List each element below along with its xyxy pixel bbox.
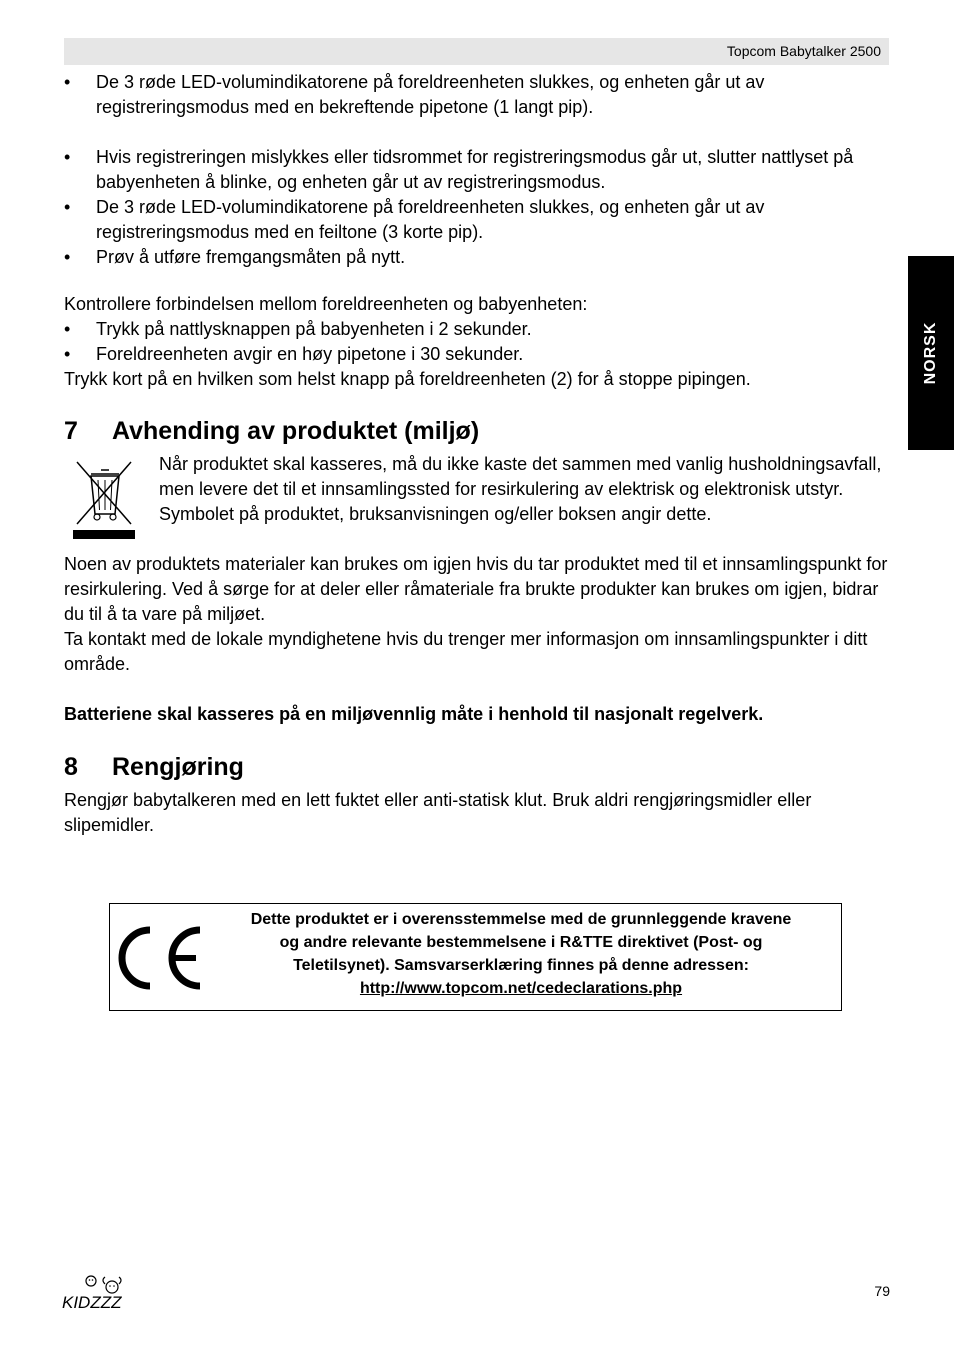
list-item: • De 3 røde LED-volumindikatorene på foreldreenheten slukkes, og enheten går ut av registreringsmodus med en bekreftende pipetone (1 langt pip). [64,70,889,120]
section-8-heading [64,752,889,782]
check-connection-intro: Kontrollere forbindelsen mellom foreldreenheten og babyenheten: [64,294,588,314]
section-7-heading [64,416,889,446]
weee-block [64,452,889,527]
section-8-title: Rengjøring [112,753,244,781]
header-bar [64,38,889,65]
list-item: • Trykk på nattlysknappen på babyenheten i 2 sekunder. [64,317,889,342]
ce-line-1: Dette produktet er i overensstemmelse med de grunnleggende kravene [250,911,792,928]
ce-declaration-link[interactable]: http://www.topcom.net/cedeclarations.php [359,980,683,997]
section-7-number: 7 [64,417,78,445]
cleaning-text: Rengjør babytalkeren med en lett fuktet eller anti-statisk klut. Bruk aldri rengjøringsmidler eller slipemidler. [64,790,812,835]
battery-disposal-note: Batteriene skal kasseres på en miljøvennlig måte i henhold til nasjonalt regelverk. [64,704,764,724]
ce-mark-icon [116,926,204,995]
ce-declaration-box [109,903,842,1011]
ce-line-2: og andre relevante bestemmelsene i R&TTE direktivet (Post- og [279,934,763,951]
list-item: • Prøv å utføre fremgangsmåten på nytt. [64,245,889,270]
section-8-number: 8 [64,753,78,781]
ce-declaration-text [206,908,836,1000]
recycling-paragraph: Noen av produktets materialer kan brukes om igjen hvis du tar produktet med til et innsamlingspunkt for resirkulering. Ved å sørge for at deler eller råmateriale fra brukte produkter kan brukes om igjen, bidrar du til å ta vare på miljøet. [64,554,888,624]
list-item: • Foreldreenheten avgir en høy pipetone i 30 sekunder. [64,342,889,367]
stop-beep-text: Trykk kort på en hvilken som helst knapp på foreldreenheten (2) for å stoppe pipingen. [64,369,751,389]
authorities-paragraph: Ta kontakt med de lokale myndighetene hvis du trenger mer informasjon om innsamlingspunkter i ditt område. [64,629,868,674]
page-content [64,70,889,838]
ce-line-3: Teletilsynet). Samsvarserklæring finnes på denne adressen: [293,957,749,974]
list-item: • De 3 røde LED-volumindikatorene på foreldreenheten slukkes, og enheten går ut av registreringsmodus med en feiltone (3 korte pip). [64,195,889,245]
section-7-title: Avhending av produktet (miljø) [112,417,480,445]
language-tab [908,256,954,450]
weee-bin-icon [64,452,159,527]
list-item: • Hvis registreringen mislykkes eller tidsrommet for registreringsmodus går ut, slutter nattlyset på babyenheten å blinke, og enheten går ut av registreringsmodus. [64,145,889,195]
header-title: Topcom Babytalker 2500 [726,43,881,59]
page-number: 79 [874,1283,890,1299]
language-tab-label: NORSK [922,321,939,385]
logo-text: KIDZZZ [62,1293,122,1312]
kidzzz-logo-icon [60,1272,136,1319]
weee-text: Når produktet skal kasseres, må du ikke kaste det sammen med vanlig husholdningsavfall, men levere det til et innsamlingssted for resirkulering av elektrisk og elektronisk utstyr. Symbolet på produktet, bruksanvisningen og/eller boksen angir dette. [159,454,882,524]
